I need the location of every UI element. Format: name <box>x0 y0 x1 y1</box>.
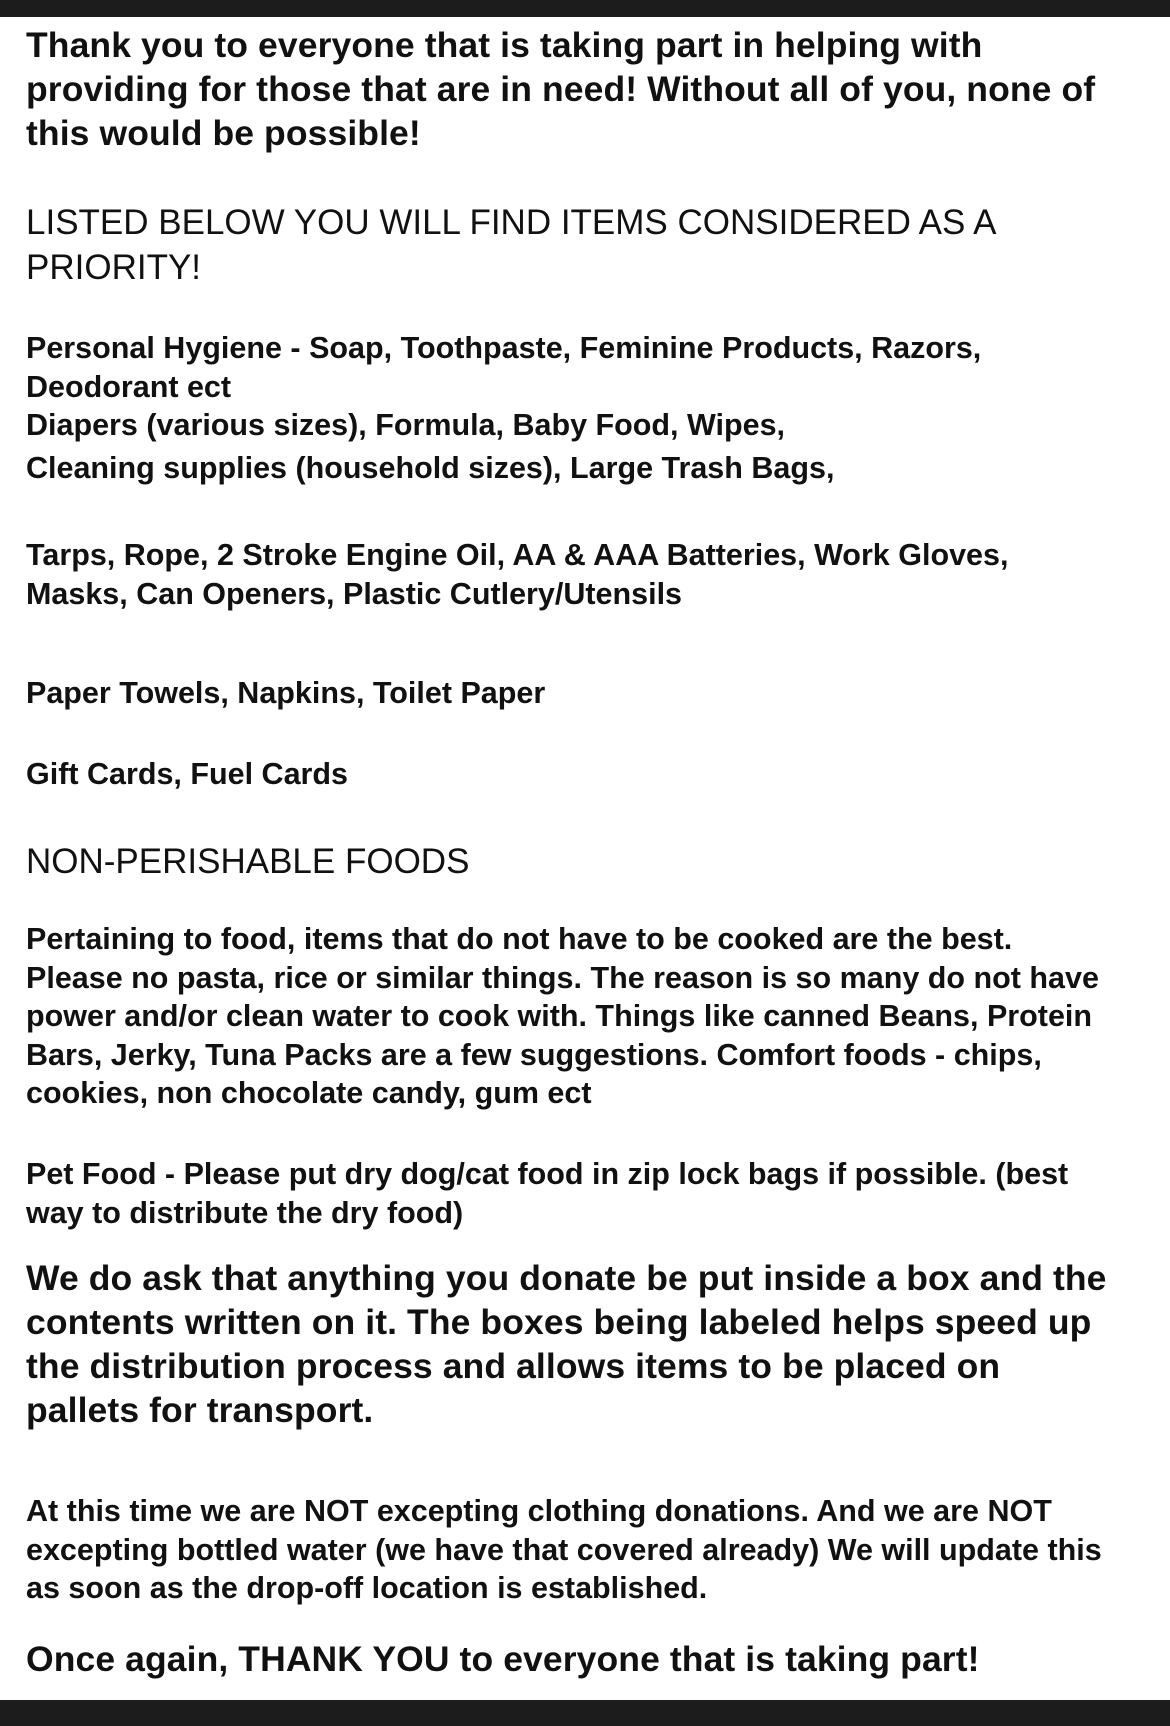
supplies-line: Masks, Can Openers, Plastic Cutlery/Utensils <box>26 576 683 611</box>
intro-line: providing for those that are in need! Without all of you, none of <box>26 69 1096 109</box>
hygiene-items <box>26 329 1156 406</box>
not-accepting-line: At this time we are NOT excepting clothing donations. And we are NOT <box>26 1494 1052 1528</box>
priority-heading-line: PRIORITY! <box>26 248 202 287</box>
food-note-line: cookies, non chocolate candy, gum ect <box>26 1076 592 1110</box>
not-accepting-line: as soon as the drop-off location is established. <box>26 1571 708 1605</box>
hygiene-line: Deodorant ect <box>26 369 232 404</box>
closing-text: Once again, THANK YOU to everyone that is taking part! <box>26 1639 980 1679</box>
cards-line: Gift Cards, Fuel Cards <box>26 757 349 791</box>
baby-cleaning-items <box>26 404 1156 490</box>
baby-cleaning-line: Cleaning supplies (household sizes), Large Trash Bags, <box>26 451 835 485</box>
priority-heading <box>26 200 1156 290</box>
food-heading <box>26 839 1156 884</box>
paper-items <box>26 674 1156 713</box>
box-request-line: We do ask that anything you donate be put inside a box and the <box>26 1258 1107 1298</box>
hygiene-line: Personal Hygiene - Soap, Toothpaste, Feminine Products, Razors, <box>26 331 982 365</box>
supplies-line: Tarps, Rope, 2 Stroke Engine Oil, AA & AAA Batteries, Work Gloves, <box>26 538 1009 572</box>
pet-food-line: Pet Food - Please put dry dog/cat food in zip lock bags if possible. (best <box>26 1157 1069 1191</box>
food-note-line: Pertaining to food, items that do not have to be cooked are the best. <box>26 922 1013 956</box>
paper-line: Paper Towels, Napkins, Toilet Paper <box>26 676 546 710</box>
supplies-items <box>26 536 1156 613</box>
box-request-line: contents written on it. The boxes being labeled helps speed up <box>26 1302 1092 1342</box>
baby-cleaning-line: Diapers (various sizes), Formula, Baby Food, Wipes, <box>26 408 786 442</box>
card-items <box>26 755 1156 794</box>
pet-food-line: way to distribute the dry food) <box>26 1195 464 1230</box>
food-note-line: Please no pasta, rice or similar things. The reason is so many do not have <box>26 960 1099 995</box>
intro-line: Thank you to everyone that is taking part in helping with <box>26 25 983 65</box>
food-heading-line: NON-PERISHABLE FOODS <box>26 842 470 881</box>
box-request-line: pallets for transport. <box>26 1390 374 1430</box>
donation-notice-page <box>0 17 1170 1700</box>
not-accepting-note <box>26 1492 1156 1608</box>
priority-heading-line: LISTED BELOW YOU WILL FIND ITEMS CONSIDERED AS A <box>26 203 997 242</box>
box-request-paragraph <box>26 1256 1156 1432</box>
food-note-line: power and/or clean water to cook with. Things like canned Beans, Protein <box>26 999 1093 1033</box>
food-note-line: Bars, Jerky, Tuna Packs are a few suggestions. Comfort foods - chips, <box>26 1037 1042 1072</box>
intro-paragraph <box>26 23 1156 155</box>
box-request-line: the distribution process and allows items to be placed on <box>26 1346 1001 1386</box>
intro-line: this would be possible! <box>26 113 421 153</box>
closing-line <box>26 1637 1156 1681</box>
not-accepting-line: excepting bottled water (we have that covered already) We will update this <box>26 1532 1102 1567</box>
pet-food-note <box>26 1155 1156 1232</box>
food-note <box>26 920 1156 1113</box>
